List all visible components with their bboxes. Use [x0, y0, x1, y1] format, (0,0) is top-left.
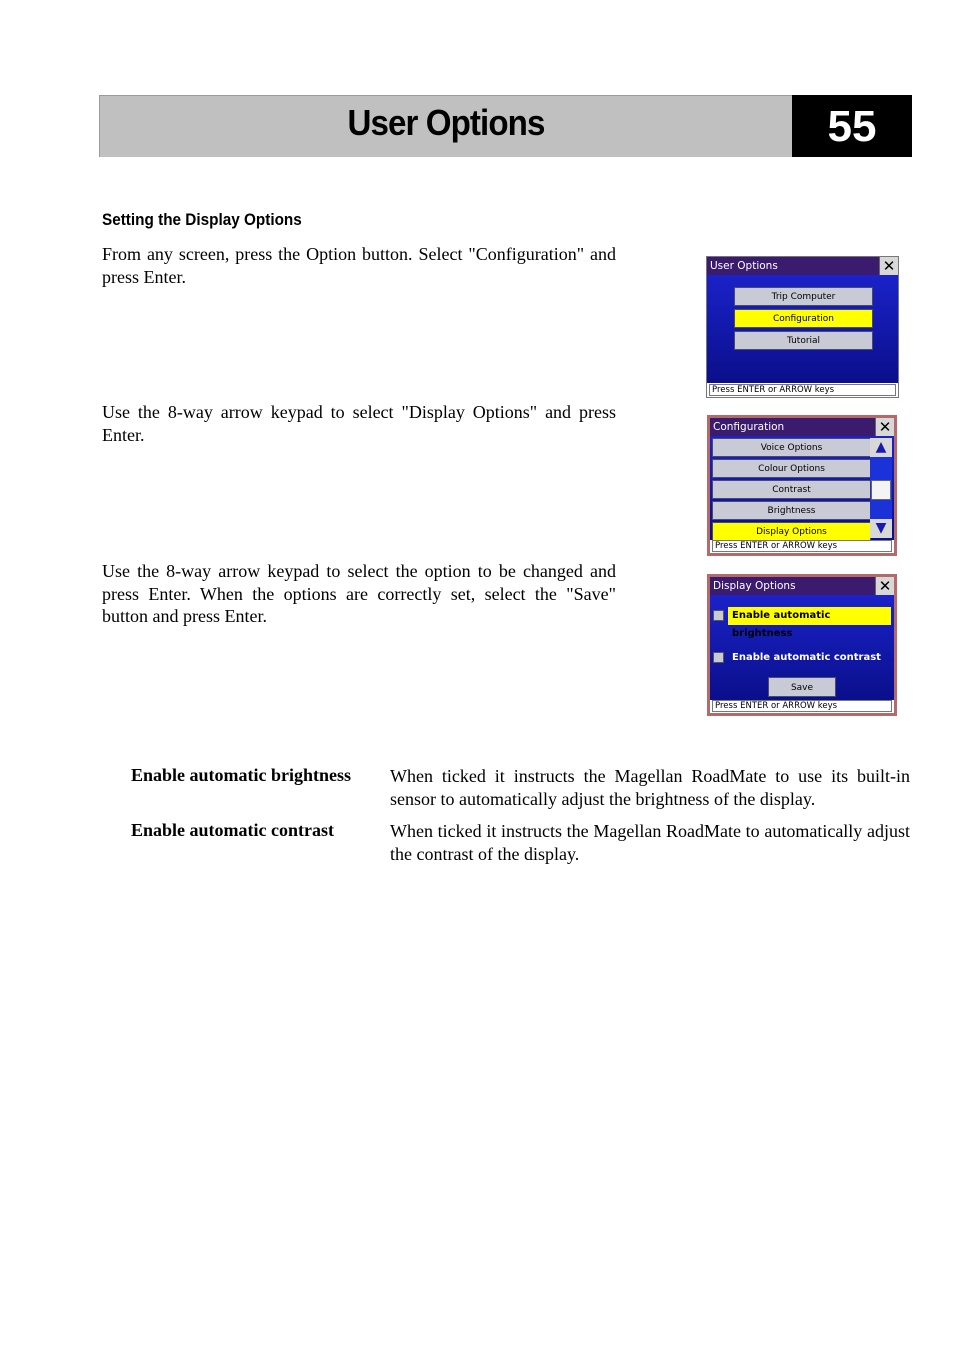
checkbox[interactable] — [713, 652, 724, 663]
step-paragraph-1: From any screen, press the Option button. Select "Configuration" and press Enter. — [102, 244, 616, 287]
menu-item-trip-computer[interactable]: Trip Computer — [734, 287, 873, 306]
save-button[interactable]: Save — [768, 677, 836, 697]
option-auto-brightness[interactable] — [710, 607, 894, 639]
screen-title: Configuration — [713, 421, 785, 433]
page-header — [99, 95, 792, 157]
section-heading: Setting the Display Options — [102, 210, 302, 229]
list-item-display-options[interactable]: Display Options — [712, 522, 871, 541]
screen-titlebar — [710, 577, 894, 595]
definition-description: When ticked it instructs the Magellan RoadMate to use its built-in sensor to automatically adjust the brightness of the display. — [390, 766, 910, 809]
list-item-brightness[interactable]: Brightness — [712, 501, 871, 520]
menu-item-configuration[interactable]: Configuration — [734, 309, 873, 328]
option-auto-contrast[interactable] — [710, 649, 894, 667]
screen-title: Display Options — [713, 580, 796, 592]
step-paragraph-3: Use the 8-way arrow keypad to select the option to be changed and press Enter. When the options are correctly set, select the "Save" button and press Enter. — [102, 561, 616, 626]
page-number: 55 — [792, 95, 912, 157]
close-icon[interactable]: ✕ — [875, 577, 894, 595]
screen-body — [710, 595, 894, 700]
user-options-screenshot — [706, 256, 899, 398]
definition-term: Enable automatic brightness — [131, 765, 352, 785]
screen-titlebar — [707, 257, 898, 275]
page-title: User Options — [347, 102, 545, 143]
step-paragraph-2: Use the 8-way arrow keypad to select "Display Options" and press Enter. — [102, 402, 616, 445]
screen-body — [707, 275, 898, 383]
checkbox[interactable] — [713, 610, 724, 621]
option-label: Enable automatic contrast — [732, 652, 881, 663]
definition-term: Enable automatic contrast — [131, 820, 334, 840]
configuration-screenshot — [707, 415, 897, 556]
list-item-voice-options[interactable]: Voice Options — [712, 438, 871, 457]
screen-title: User Options — [710, 260, 778, 272]
triangle-down-icon[interactable]: ▼ — [870, 519, 892, 538]
definition-description: When ticked it instructs the Magellan RoadMate to automatically adjust the contrast of the display. — [390, 821, 910, 864]
close-icon[interactable]: ✕ — [879, 257, 898, 275]
status-bar: Press ENTER or ARROW keys — [712, 700, 892, 712]
list-item-colour-options[interactable]: Colour Options — [712, 459, 871, 478]
scrollbar[interactable] — [870, 438, 892, 538]
screen-titlebar — [710, 418, 894, 436]
status-bar: Press ENTER or ARROW keys — [709, 384, 896, 396]
screen-body — [710, 436, 894, 540]
close-icon[interactable]: ✕ — [875, 418, 894, 436]
list-item-contrast[interactable]: Contrast — [712, 480, 871, 499]
menu-item-tutorial[interactable]: Tutorial — [734, 331, 873, 350]
display-options-screenshot — [707, 574, 897, 716]
status-bar: Press ENTER or ARROW keys — [712, 540, 892, 552]
scroll-thumb[interactable] — [871, 480, 891, 500]
triangle-up-icon[interactable]: ▲ — [870, 438, 892, 457]
option-label: Enable automatic brightness — [728, 607, 891, 625]
